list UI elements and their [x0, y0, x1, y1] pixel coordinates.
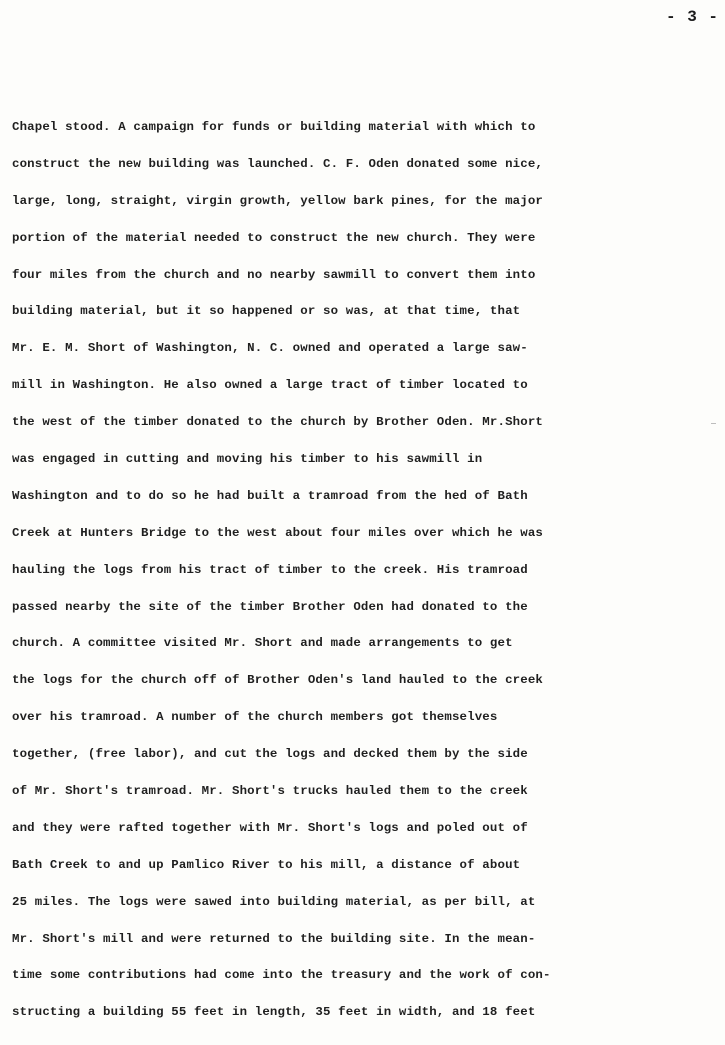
- text-line: Bath Creek to and up Pamlico River to his mill, a distance of about: [12, 857, 521, 872]
- text-line: hauling the logs from his tract of timber to the creek. His tramroad: [12, 562, 528, 577]
- text-line: church. A committee visited Mr. Short and made arrangements to get: [12, 636, 513, 651]
- text-line: Mr. E. M. Short of Washington, N. C. owned and operated a large saw-: [12, 341, 528, 356]
- text-line: mill in Washington. He also owned a large tract of timber located to: [12, 378, 528, 393]
- text-line: Chapel stood. A campaign for funds or building material with which to: [12, 120, 536, 134]
- text-line: over his tramroad. A number of the church members got themselves: [12, 710, 498, 725]
- text-line: portion of the material needed to construct the new church. They were: [12, 230, 536, 245]
- text-line: time some contributions had come into the treasury and the work of con-: [12, 968, 551, 983]
- body-text: [12, 116, 712, 1038]
- text-line: of Mr. Short's tramroad. Mr. Short's trucks hauled them to the creek: [12, 784, 528, 799]
- text-line: construct the new building was launched. C. F. Oden donated some nice,: [12, 156, 543, 171]
- text-line: the logs for the church off of Brother Oden's land hauled to the creek: [12, 673, 543, 688]
- text-line: Mr. Short's mill and were returned to the building site. In the mean-: [12, 931, 536, 946]
- text-line: passed nearby the site of the timber Brother Oden had donated to the: [12, 599, 528, 614]
- text-line: the west of the timber donated to the church by Brother Oden. Mr.Short: [12, 415, 543, 430]
- text-line: large, long, straight, virgin growth, yellow bark pines, for the major: [12, 193, 543, 208]
- text-line: was engaged in cutting and moving his timber to his sawmill in: [12, 452, 483, 467]
- text-line: Washington and to do so he had built a tramroad from the hed of Bath: [12, 488, 528, 503]
- page-number: - 3 -: [665, 8, 719, 26]
- margin-mark: [711, 423, 716, 424]
- text-line: Creek at Hunters Bridge to the west about four miles over which he was: [12, 525, 543, 540]
- text-line: building material, but it so happened or so was, at that time, that: [12, 304, 521, 319]
- text-line: four miles from the church and no nearby sawmill to convert them into: [12, 267, 536, 282]
- text-line: 25 miles. The logs were sawed into building material, as per bill, at: [12, 894, 536, 909]
- text-line: and they were rafted together with Mr. Short's logs and poled out of: [12, 820, 528, 835]
- text-line: together, (free labor), and cut the logs and decked them by the side: [12, 747, 528, 762]
- text-line: structing a building 55 feet in length, 35 feet in width, and 18 feet: [12, 1005, 536, 1020]
